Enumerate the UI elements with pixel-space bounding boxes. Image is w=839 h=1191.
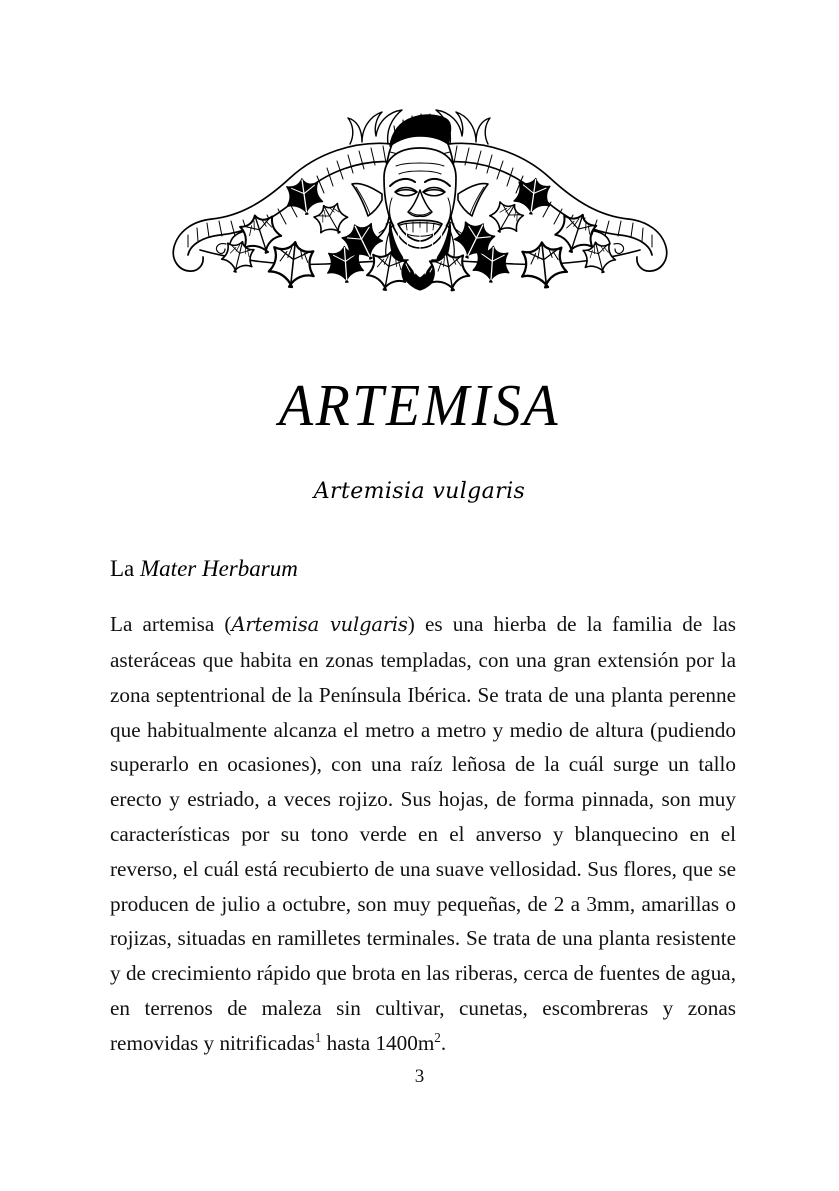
section-heading [110,556,736,581]
body-text-part1: La artemisa ( [110,612,232,637]
footnote-marker-1: 1 [314,1029,322,1045]
body-paragraph [110,607,736,1060]
title-block [0,373,839,439]
scientific-name-subtitle: Artemisia vulgaris [313,479,526,504]
body-scientific-name: Artemisa vulgaris [231,613,408,637]
body-text-part4: . [440,1030,447,1055]
page-title: ARTEMISA [278,373,561,439]
faun-head-with-ivy-vignette [0,82,839,297]
text-column [110,556,736,1061]
page-number: 3 [414,1066,425,1087]
body-text-part2: ) es una hierba de la familia de las asteráceas que habita en zonas templadas, con una gran extensión por la zona septentrional de la Península Ibérica. Se trata de una planta perenne que habitualmente alcanza el metro a metro y medio de altura (pudiendo superarlo en ocasiones), con una raíz leñosa de la cuál surge un tallo erecto y estriado, a veces rojizo. Sus hojas, de forma pinnada, son muy características por su tono verde en el anverso y blanquecino en el reverso, el cuál está recubierto de una suave vellosidad. Sus flores, que se producen de julio a octubre, son muy pequeñas, de 2 a 3mm, amarillas o rojizas, situadas en ramilletes terminales. Se trata de una planta resistente y de crecimiento rápido que brota en las riberas, cerca de fuentes de agua, en terrenos de maleza sin cultivar, cunetas, escombreras y zonas removidas y nitrificadas [110,612,736,1055]
section-heading-prefix: La [110,556,141,581]
footnote-marker-2: 2 [434,1029,441,1045]
section-heading-italic: Mater Herbarum [140,556,298,581]
body-text-part3: hasta 1400m [321,1030,435,1055]
